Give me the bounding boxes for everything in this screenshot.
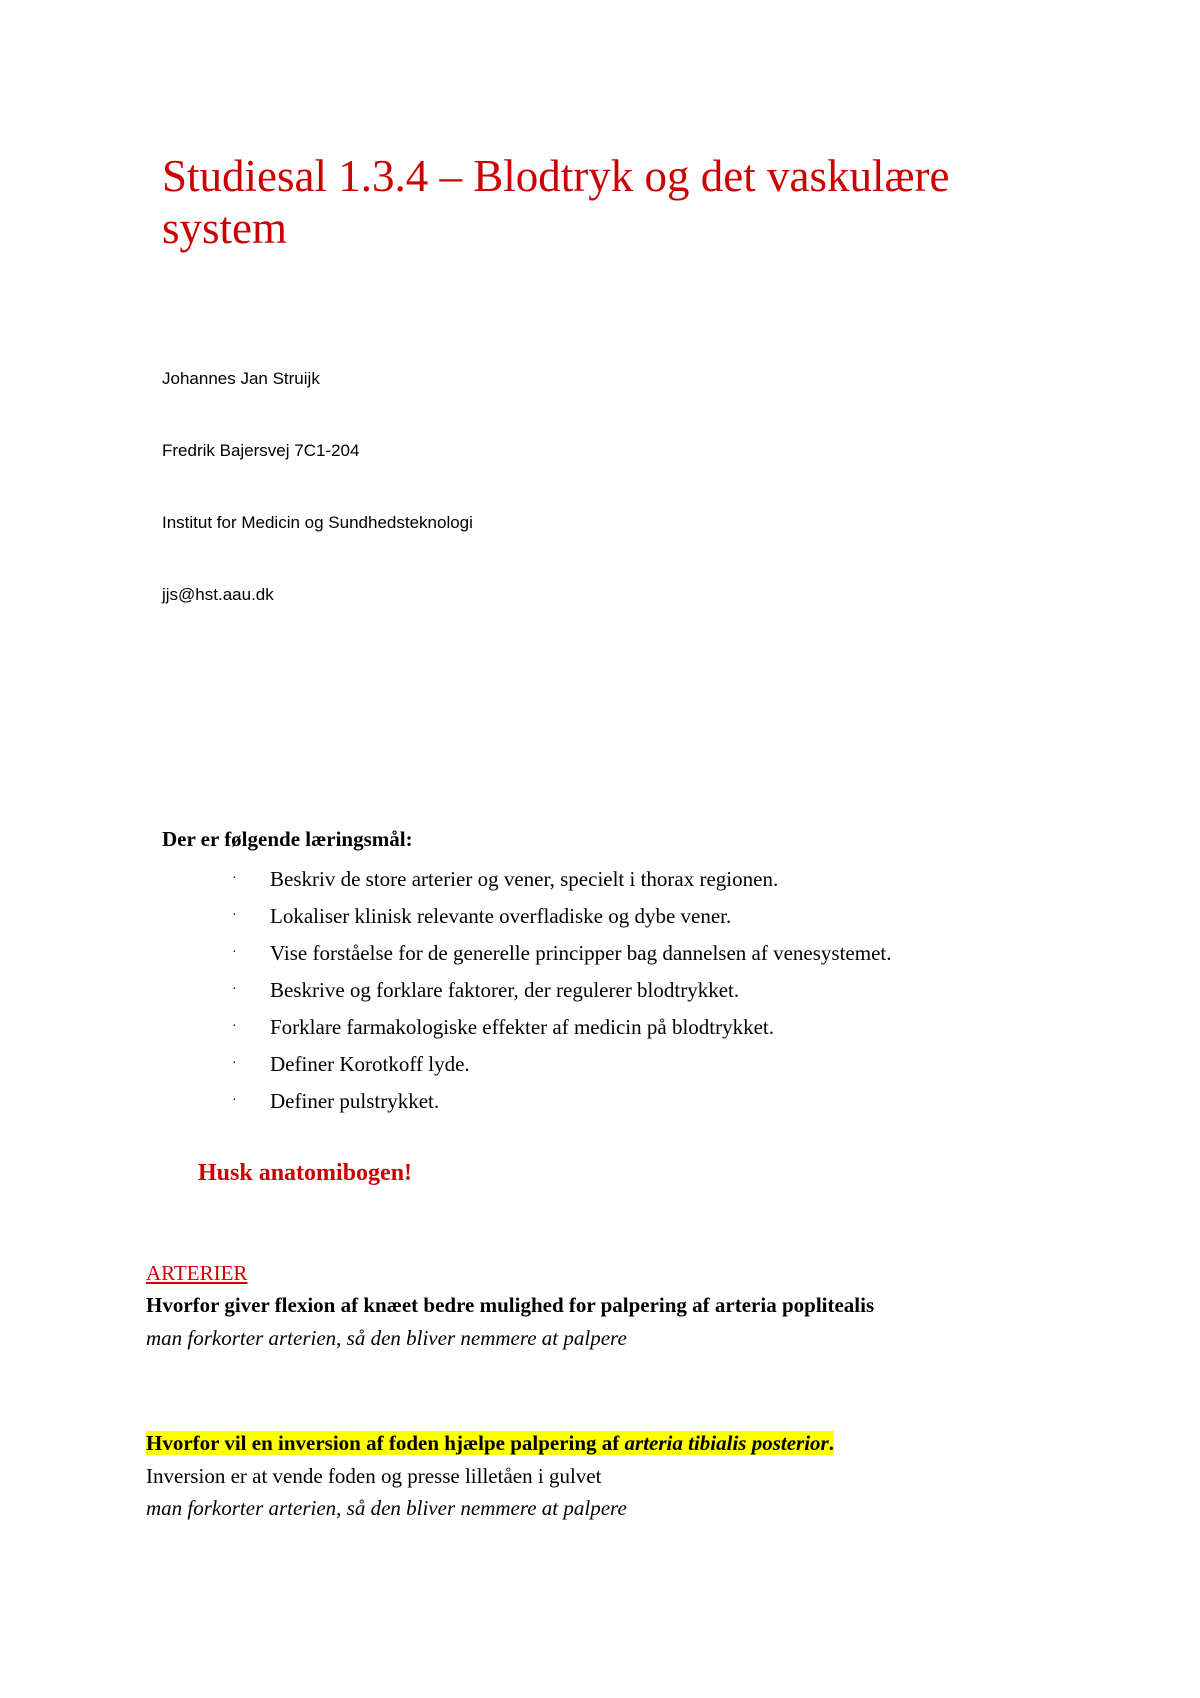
goal-text: Beskrive og forklare faktorer, der regulerer blodtrykket.	[270, 978, 740, 1002]
section-label-arterier: ARTERIER	[146, 1261, 248, 1285]
author-address: Fredrik Bajersvej 7C1-204	[162, 441, 360, 460]
document-title: Studiesal 1.3.4 – Blodtryk og det vaskulære system	[162, 151, 950, 253]
bullet-icon: ·	[232, 1019, 237, 1034]
question-2-highlight	[146, 1431, 834, 1455]
bullet-icon: ·	[232, 1056, 237, 1071]
question-2-term: arteria tibialis posterior	[624, 1431, 829, 1455]
goal-text: Lokaliser klinisk relevante overfladiske og dybe vener.	[270, 904, 732, 928]
reminder-note: Husk anatomibogen!	[198, 1160, 413, 1186]
learning-goals-heading: Der er følgende læringsmål:	[162, 827, 413, 851]
author-institute: Institut for Medicin og Sundhedsteknologi	[162, 513, 473, 532]
goal-text: Definer Korotkoff lyde.	[270, 1052, 470, 1076]
bullet-icon: ·	[232, 871, 237, 886]
author-name: Johannes Jan Struijk	[162, 369, 320, 388]
question-2-suffix: .	[828, 1431, 834, 1455]
goal-text: Beskriv de store arterier og vener, specielt i thorax regionen.	[270, 867, 779, 891]
author-email[interactable]: jjs@hst.aau.dk	[162, 585, 274, 604]
list-item	[228, 866, 891, 903]
bullet-icon: ·	[232, 908, 237, 923]
question-1: Hvorfor giver flexion af knæet bedre mulighed for palpering af arteria poplitealis	[146, 1293, 875, 1317]
bullet-icon: ·	[232, 945, 237, 960]
bullet-icon: ·	[232, 982, 237, 997]
list-item	[228, 903, 891, 940]
question-2-prefix: Hvorfor vil en inversion af foden hjælpe palpering af	[146, 1431, 625, 1455]
goal-text: Definer pulstrykket.	[270, 1089, 440, 1113]
list-item	[228, 1014, 891, 1051]
list-item	[228, 977, 891, 1014]
list-item	[228, 1088, 891, 1125]
goal-text: Forklare farmakologiske effekter af medicin på blodtrykket.	[270, 1015, 775, 1039]
answer-2: man forkorter arterien, så den bliver nemmere at palpere	[146, 1496, 627, 1520]
list-item	[228, 940, 891, 977]
learning-goals-list	[228, 866, 891, 1125]
question-2	[146, 1429, 834, 1457]
explanation-2: Inversion er at vende foden og presse lilletåen i gulvet	[146, 1464, 602, 1488]
goal-text: Vise forståelse for de generelle principper bag dannelsen af venesystemet.	[270, 941, 892, 965]
answer-1: man forkorter arterien, så den bliver nemmere at palpere	[146, 1326, 627, 1350]
list-item	[228, 1051, 891, 1088]
bullet-icon: ·	[232, 1093, 237, 1108]
